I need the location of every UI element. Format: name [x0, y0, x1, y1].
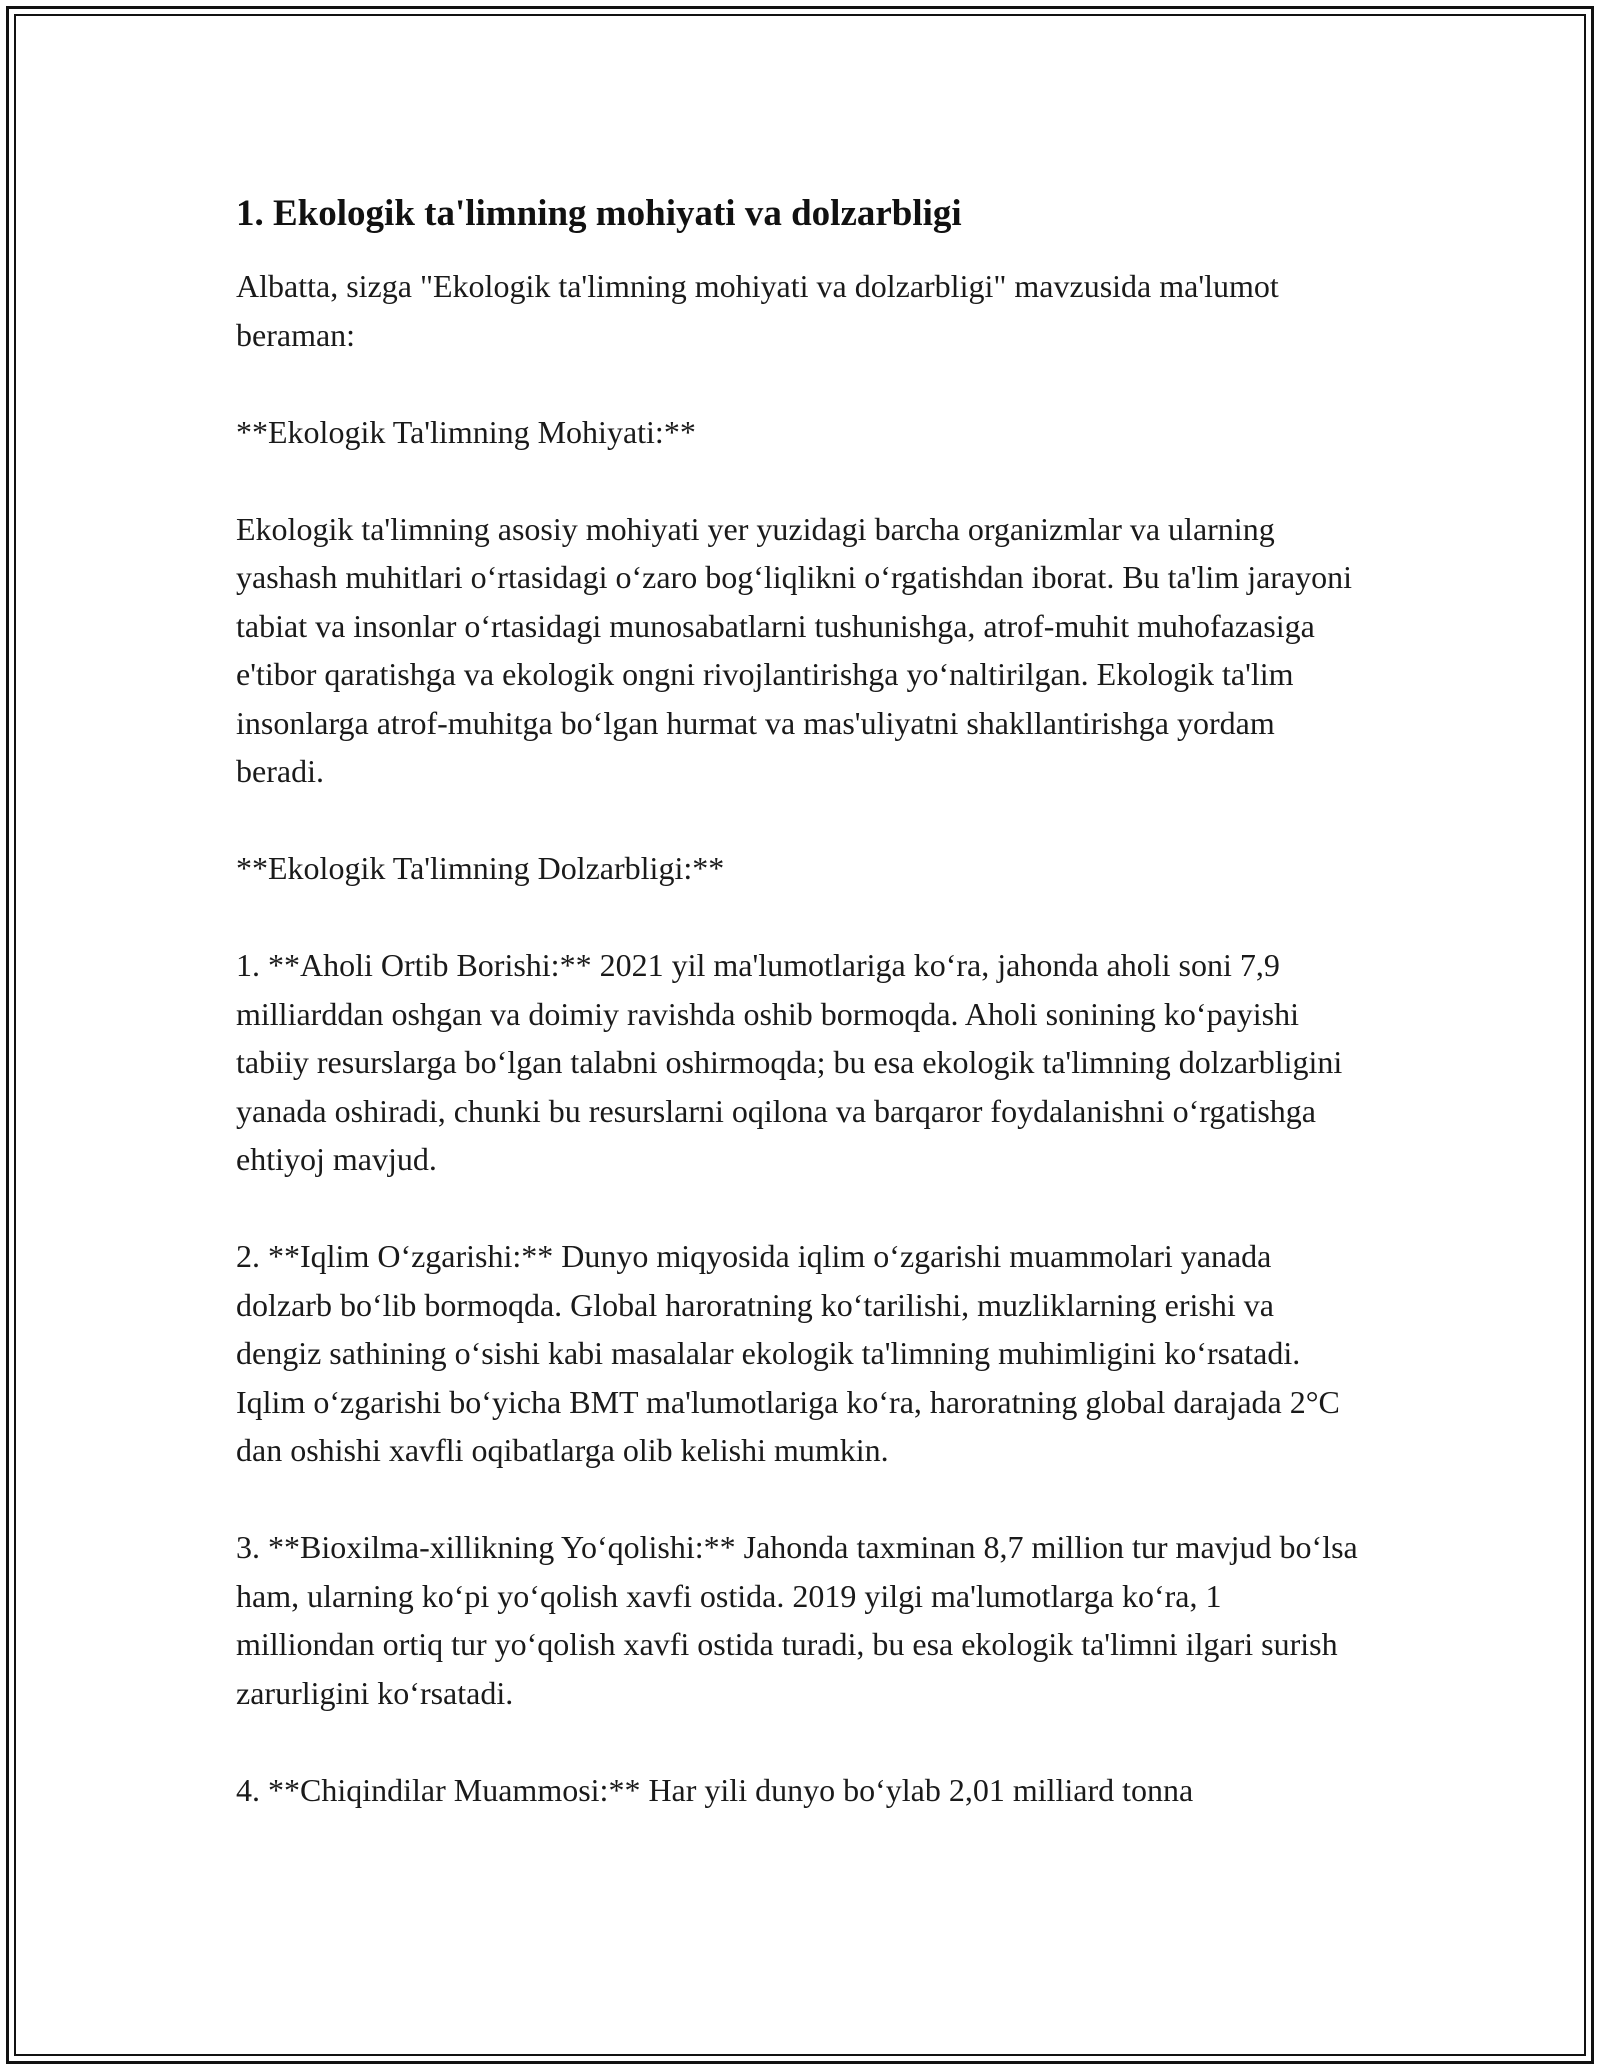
list-item-bioxilma: 3. **Bioxilma-xillikning Yo‘qolishi:** Jahonda taxminan 8,7 million tur mavjud bo‘lsa ham, ularning ko‘pi yo‘qolish xavfi ostida. 2019 yilgi ma'lumotlarga ko‘ra, 1 milliondan ortiq tur yo‘qolish xavfi ostida turadi, bu esa ekologik ta'limni ilgari surish zarurligini ko‘rsatadi. [236, 1529, 1358, 1711]
document-body [236, 188, 1366, 1863]
subheading-dolzarbligi: **Ekologik Ta'limning Dolzarbligi:** [236, 850, 725, 886]
list-item-chiqindilar: 4. **Chiqindilar Muammosi:** Har yili dunyo bo‘ylab 2,01 milliard tonna [236, 1771, 1194, 1808]
subheading-mohiyati: **Ekologik Ta'limning Mohiyati:** [236, 413, 696, 450]
mohiyati-paragraph: Ekologik ta'limning asosiy mohiyati yer yuzidagi barcha organizmlar va ularning yashash muhitlari o‘rtasidagi o‘zaro bog‘liqlikni o‘rgatishdan iborat. Bu ta'lim jarayoni tabiat va insonlar o‘rtasidagi munosabatlarni tushunishga, atrof-muhit muhofazasiga e'tibor qaratishga va ekologik ongni rivojlantirishga yo‘naltirilgan. Ekologik ta'lim insonlarga atrof-muhitga bo‘lgan hurmat va mas'uliyatni shakllantirishga yordam beradi. [236, 510, 1353, 789]
list-item-aholi: 1. **Aholi Ortib Borishi:** 2021 yil ma'lumotlariga ko‘ra, jahonda aholi soni 7,9 milliarddan oshgan va doimiy ravishda oshib bormoqda. Aholi sonining ko‘payishi tabiiy resurslarga bo‘lgan talabni oshirmoqda; bu esa ekologik ta'limning dolzarbligini yanada oshiradi, chunki bu resurslarni oqilona va barqaror foydalanishni o‘rgatishga ehtiyoj mavjud. [236, 947, 1343, 1177]
list-item-iqlim: 2. **Iqlim O‘zgarishi:** Dunyo miqyosida iqlim o‘zgarishi muammolari yanada dolzarb bo‘lib bormoqda. Global haroratning ko‘tarilishi, muzliklarning erishi va dengiz sathining o‘sishi kabi masalalar ekologik ta'limning muhimligini ko‘rsatadi. Iqlim o‘zgarishi bo‘yicha BMT ma'lumotlariga ko‘ra, haroratning global darajada 2°C dan oshishi xavfli oqibatlarga olib kelishi mumkin. [236, 1238, 1340, 1468]
section-heading: 1. Ekologik ta'limning mohiyati va dolzarbligi [236, 193, 962, 234]
intro-paragraph: Albatta, sizga "Ekologik ta'limning mohiyati va dolzarbligi" mavzusida ma'lumot beraman: [236, 268, 1279, 353]
